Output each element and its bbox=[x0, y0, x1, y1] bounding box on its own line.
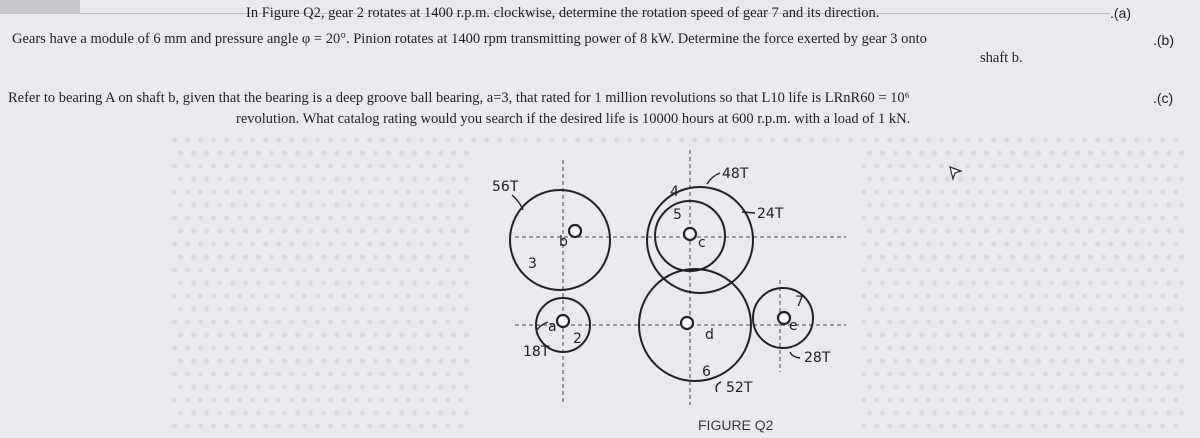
shaft-b-symbol bbox=[569, 225, 581, 237]
label-gear-4: 4 bbox=[670, 184, 679, 200]
label-shaft-a: a bbox=[548, 319, 557, 335]
label-shaft-b: b bbox=[559, 234, 568, 250]
question-b-line1: Gears have a module of 6 mm and pressure angle φ = 20°. Pinion rotates at 1400 rpm transmitting power of 8 kW. Determine the force exerted by gear 3 onto bbox=[12, 31, 927, 47]
label-24t: 24T bbox=[757, 206, 784, 222]
label-52t: 52T bbox=[726, 380, 753, 396]
label-shaft-c: c bbox=[698, 235, 706, 251]
question-b-line2: shaft b. bbox=[980, 50, 1023, 66]
label-gear-3: 3 bbox=[528, 256, 537, 272]
label-28t: 28T bbox=[804, 350, 831, 366]
label-gear-7: 7 bbox=[795, 294, 804, 310]
label-gear-2: 2 bbox=[573, 331, 582, 347]
label-18t: 18T bbox=[523, 344, 550, 360]
label-gear-5: 5 bbox=[673, 207, 682, 223]
shaft-a-symbol bbox=[557, 315, 569, 327]
label-56t: 56T bbox=[492, 179, 519, 195]
question-c-mark: .(c) bbox=[1153, 90, 1174, 106]
centre-lines bbox=[515, 150, 846, 405]
label-shaft-d: d bbox=[705, 327, 714, 343]
label-shaft-e: e bbox=[789, 318, 798, 334]
question-c-line2: revolution. What catalog rating would you search if the desired life is 10000 hours at 600 r.p.m. with a load of 1 kN. bbox=[236, 111, 911, 127]
question-b-mark: .(b) bbox=[1153, 32, 1174, 48]
question-a-text: In Figure Q2, gear 2 rotates at 1400 r.p.m. clockwise, determine the rotation speed of gear 7 and its direction. bbox=[246, 5, 880, 21]
question-a-mark: .(a) bbox=[1110, 5, 1131, 21]
label-48t: 48T bbox=[722, 166, 749, 182]
figure-caption: FIGURE Q2 bbox=[698, 417, 774, 433]
shaft-c-symbol bbox=[684, 228, 696, 240]
label-gear-6: 6 bbox=[702, 364, 711, 380]
question-c-line1: Refer to bearing A on shaft b, given that the bearing is a deep groove ball bearing, a=3, that rated for 1 million revolutions so that L10 life is LRnR60 = 10⁶ bbox=[8, 90, 910, 106]
shaft-d-symbol bbox=[681, 317, 693, 329]
cursor-icon bbox=[949, 166, 963, 182]
shafts bbox=[557, 225, 790, 329]
